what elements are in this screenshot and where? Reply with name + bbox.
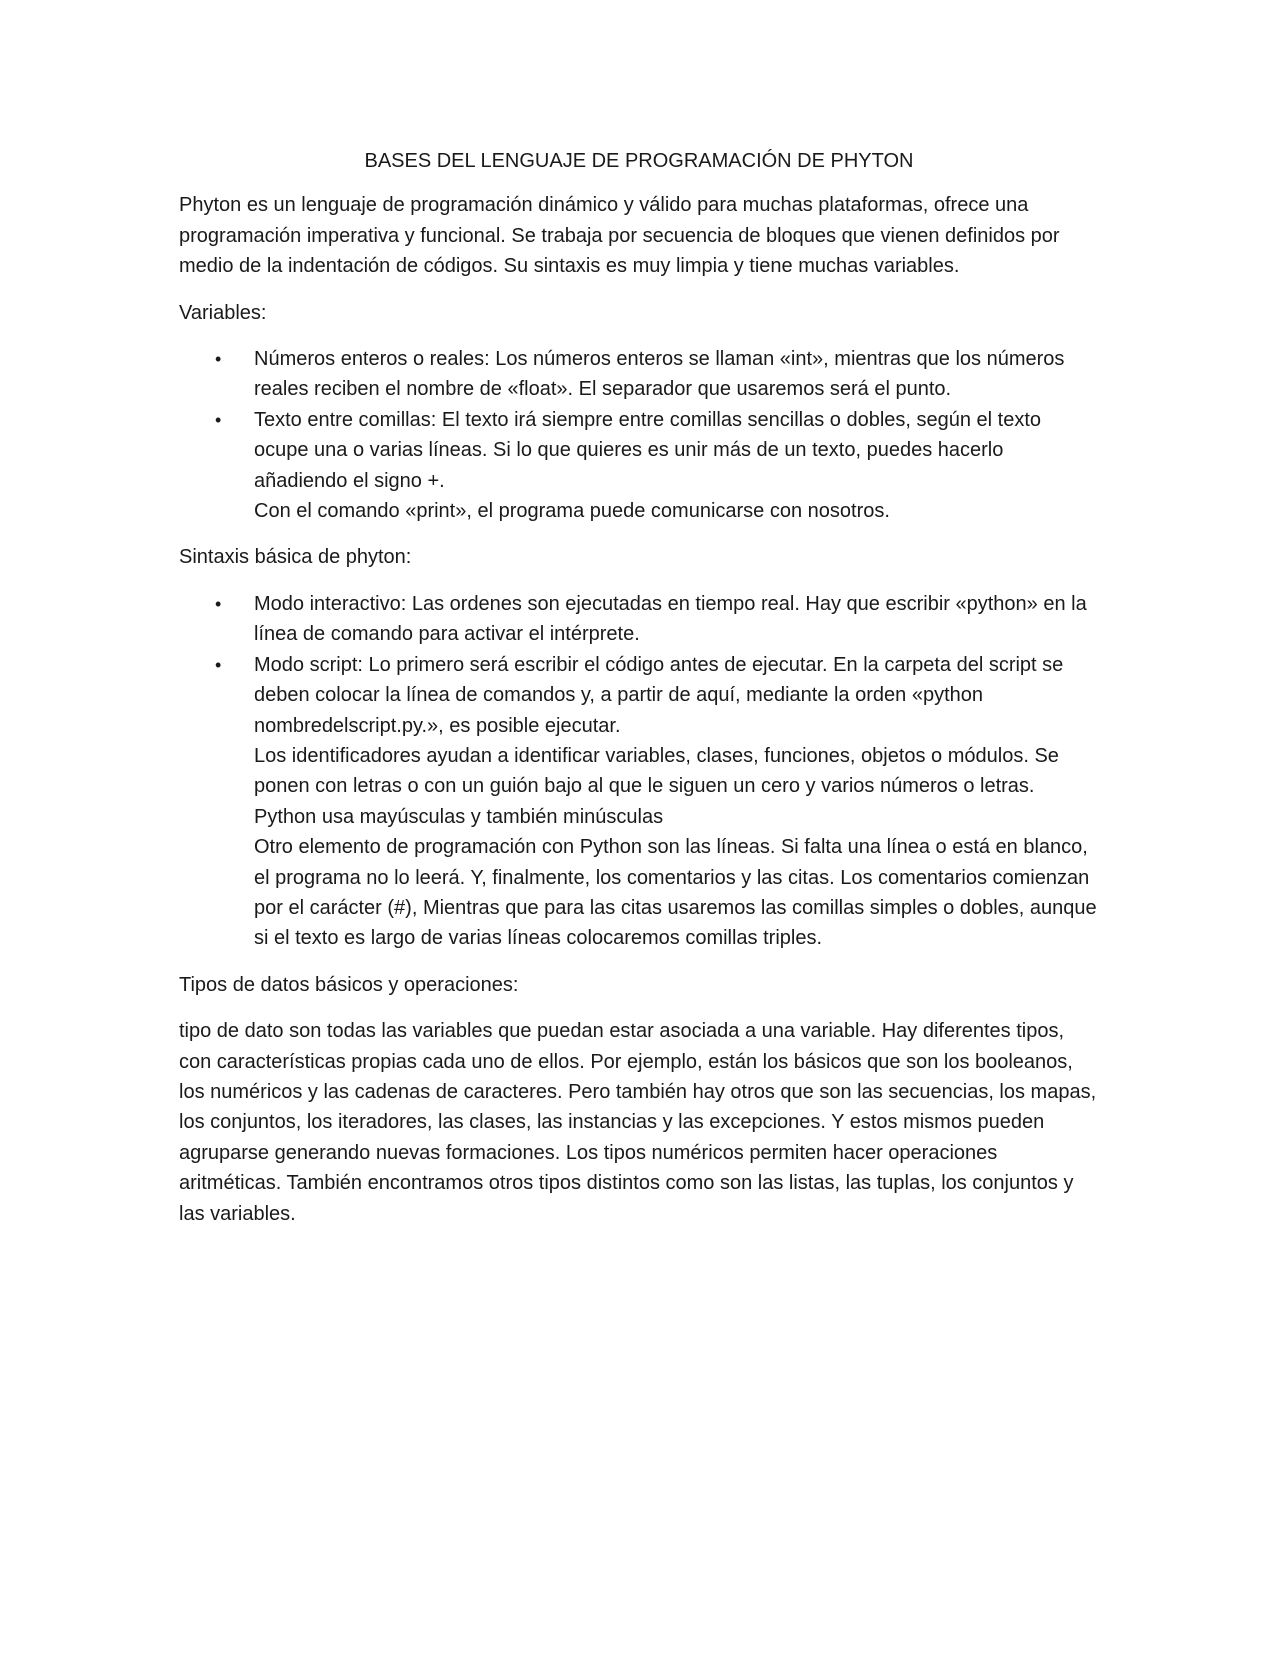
variables-heading: Variables:: [179, 301, 267, 324]
document-body: [179, 146, 1099, 1245]
types-heading: Tipos de datos básicos y operaciones:: [179, 973, 519, 996]
list-item-text: Con el comando «print», el programa puede comunicarse con nosotros.: [254, 500, 890, 523]
list-item-text: Texto entre comillas: El texto irá siempre entre comillas sencillas o dobles, según el texto ocupe una o varias líneas. Si lo que quieres es unir más de un texto, puedes hacerlo añadiendo el signo +.: [254, 408, 1042, 492]
bullet-icon: •: [215, 409, 222, 430]
list-item: [179, 344, 1099, 405]
syntax-list: [179, 589, 1099, 954]
list-item: [179, 650, 1099, 954]
list-item-text: Python usa mayúsculas y también minúsculas: [254, 805, 664, 828]
list-item-text: Otro elemento de programación con Python son las líneas. Si falta una línea o está en blanco, el programa no lo leerá. Y, finalmente, los comentarios y las citas. Los comentarios comienzan por el carácter (#), Mientras que para las citas usaremos las comillas simples o dobles, aunque si el texto es largo de varias líneas colocaremos comillas triples.: [254, 836, 1097, 950]
list-item-text: Números enteros o reales: Los números enteros se llaman «int», mientras que los números reales reciben el nombre de «float». El separador que usaremos será el punto.: [254, 348, 1065, 401]
variables-list: [179, 344, 1099, 526]
bullet-icon: •: [215, 349, 222, 370]
types-paragraph: tipo de dato son todas las variables que puedan estar asociada a una variable. Hay diferentes tipos, con características propias cada uno de ellos. Por ejemplo, están los básicos que son los booleanos, los numéricos y las cadenas de caracteres. Pero también hay otros que son las secuencias, los mapas, los conjuntos, los iteradores, las clases, las instancias y las excepciones. Y estos mismos pueden agruparse generando nuevas formaciones. Los tipos numéricos permiten hacer operaciones aritméticas. También encontramos otros tipos distintos como son las listas, las tuplas, los conjuntos y las variables.: [179, 1020, 1097, 1225]
bullet-icon: •: [215, 654, 222, 675]
list-item-text: Modo script: Lo primero será escribir el código antes de ejecutar. En la carpeta del script se deben colocar la línea de comandos y, a partir de aquí, mediante la orden «python nombredelscript.py.», es posible ejecutar.: [254, 653, 1064, 737]
list-item-text: Los identificadores ayudan a identificar variables, clases, funciones, objetos o módulos. Se ponen con letras o con un guión bajo al que le siguen un cero y varios números o letras.: [254, 744, 1059, 798]
intro-paragraph: Phyton es un lenguaje de programación dinámico y válido para muchas plataformas, ofrece una programación imperativa y funcional. Se trabaja por secuencia de bloques que vienen definidos por medio de la indentación de códigos. Su sintaxis es muy limpia y tiene muchas variables.: [179, 194, 1060, 278]
bullet-icon: •: [215, 593, 222, 614]
syntax-heading: Sintaxis básica de phyton:: [179, 546, 412, 569]
list-item: [179, 589, 1099, 650]
list-item: [179, 405, 1099, 527]
document-title: BASES DEL LENGUAJE DE PROGRAMACIÓN DE PHYTON: [364, 150, 914, 172]
list-item-text: Modo interactivo: Las ordenes son ejecutadas en tiempo real. Hay que escribir «python» en la línea de comando para activar el intérprete.: [254, 592, 1087, 646]
